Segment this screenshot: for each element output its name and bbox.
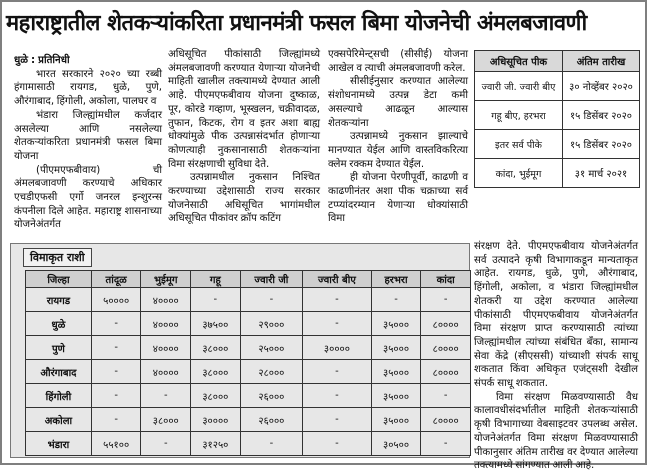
district-cell: रायगड [26,288,92,312]
article-column-3 [328,48,468,240]
amount-cell: ३८००० [191,336,241,360]
amount-cell: - [91,408,141,432]
amount-cell: - [240,432,302,456]
deadline-table [474,50,640,188]
amount-cell: ८०००० [421,360,471,384]
crop-cell: इतर सर्व पीके [475,130,563,159]
headline: महाराष्ट्रातील शेतकऱ्यांकरिता प्रधानमंत्री फसल बिमा योजनेची अंमलबजावणी [6,10,587,36]
amount-cell: ३५००० [371,384,421,408]
amount-cell: २९००० [240,312,302,336]
date-cell: १५ डिसेंबर २०२० [562,130,639,159]
insured-amount-table [25,270,471,456]
article-column-1 [14,54,162,240]
district-cell: धुळे [26,312,92,336]
deadline-row [475,72,640,101]
crop-cell: ज्वारी जी. ज्वारी बीए [475,72,563,101]
amount-cell: ३०००० [191,408,241,432]
amount-cell: ३५००० [371,408,421,432]
crop-cell: कांदा, भुईमूग [475,159,563,188]
crop-cell: गहू बीए, हरभरा [475,101,563,130]
box-title: विमाकृत राशी [23,248,92,267]
amount-cell: ४०००० [141,288,191,312]
amount-cell: ३०००० [303,336,372,360]
amount-cell: ४०००० [141,336,191,360]
paragraph: भंडारा जिल्ह्यांमधील कर्जदार असलेल्या आणि नसलेल्या शेतकऱ्यांकरिता प्रधानमंत्री फसल बिमा योजना [14,109,162,162]
deadline-header: अधिसूचित पीक [475,51,563,72]
amount-cell: २६००० [240,384,302,408]
table-header-row [26,271,471,288]
table-row [26,288,471,312]
deadline-row [475,130,640,159]
column-header: तांदूळ [91,271,141,288]
amount-cell: ३५००० [371,336,421,360]
amount-cell: - [371,288,421,312]
dateline: धुळे : प्रतिनिधी [14,55,70,66]
table-row [26,384,471,408]
table-row [26,312,471,336]
table-row [26,360,471,384]
district-cell: हिंगोली [26,384,92,408]
amount-cell: - [91,336,141,360]
amount-cell: - [421,288,471,312]
amount-cell: - [240,288,302,312]
column-header: जिल्हा [26,271,92,288]
amount-cell: - [91,312,141,336]
amount-cell: २६००० [240,408,302,432]
column-header: गहू [191,271,241,288]
amount-cell: ३०५०० [371,432,421,456]
paragraph: ही योजना पेरणीपूर्वी, काढणी व काढणीनंतर अशा पीक चक्राच्या सर्व टप्प्यांदरम्यान येणाऱ्या धोक्यांसाठी विमा [328,172,468,225]
amount-cell: - [421,384,471,408]
article-column-2 [168,48,320,240]
amount-cell: ४०००० [141,312,191,336]
amount-cell: - [303,312,372,336]
table-row [26,408,471,432]
paragraph: भारत सरकारने २०२० च्या रब्बी हंगामासाठी रायगड, धुळे, पुणे, औरंगाबाद, हिंगोली, अकोला, पालघर व [14,68,162,108]
deadline-header: अंतिम तारीख [562,51,639,72]
column-header: भुईमूग [141,271,191,288]
date-cell: ३० नोव्हेंबर २०२० [562,72,639,101]
amount-cell: ३५००० [371,312,421,336]
paragraph: विमा संरक्षण मिळवण्यासाठी वैध कालावधीसंदर्भातील माहिती शेतकऱ्यांसाठी कृषी विभागाच्या वेबसाइटवर उपलब्ध असेल. योजनेअंतर्गत विमा संरक्षण मिळवण्यासाठी पीकानुसार अंतिम तारीख वर देण्यात आलेल्या तक्त्यामध्ये सांगण्यात आली आहे. [474,391,638,472]
amount-cell: - [303,408,372,432]
paragraph: उत्पन्नामध्ये नुकसान झाल्याचे मानण्यात येईल आणि वास्तविकरित्या क्लेम रक्कम देण्यात येईल. [328,131,468,170]
amount-cell: ३८००० [191,360,241,384]
district-cell: अकोला [26,408,92,432]
column-header: हरभरा [371,271,421,288]
amount-cell: ३५००० [371,360,421,384]
column-header: ज्वारी जी [240,271,302,288]
paragraph: उत्पन्नामधील नुकसान निश्चित करण्याच्या उद्देशासाठी राज्य सरकार योजनेसाठी अधिसूचित भागांमधील अधिसूचित पीकांवर क्रॉप कटिंग [168,172,320,225]
insured-amount-box [10,243,470,458]
paragraph: (पीएमएफबीवाय) ची अंमलबजावणी करण्याचे अधिकार एचडीएफसी एर्गो जनरल इन्शुरन्स कंपनीला दिले आहेत. महाराष्ट्र शासनाच्या योजनेअंतर्गत [14,164,162,231]
district-cell: औरंगाबाद [26,360,92,384]
table-row [26,432,471,456]
amount-cell: - [91,384,141,408]
article-column-5 [474,240,638,472]
paragraph: संरक्षण देते. पीएमएफबीवाय योजनेअंतर्गत सर्व उत्पादने कृषी विभागाकडून मान्यताकृत आहेत. रायगड, धुळे, पुणे, औरंगाबाद, हिंगोली, अकोला, व भंडारा जिल्ह्यांमधील शेतकरी या उद्देश करण्यात आलेल्या पीकांसाठी पीएमएफबीवाय योजनेअंतर्गत विमा संरक्षण प्राप्त करण्यासाठी त्यांच्या जिल्ह्यांमधील त्यांच्या संबंधित बँका, सामान्य सेवा केंद्रे (सीएससी) यांच्याशी संपर्क साधू शकतात किंवा अधिकृत एजंट्सशी देखील संपर्क साधू शकतात. [474,241,638,390]
amount-cell: - [303,432,372,456]
amount-cell: ३८००० [141,408,191,432]
district-cell: भंडारा [26,432,92,456]
date-cell: १५ डिसेंबर २०२० [562,101,639,130]
paragraph: अधिसूचित पीकांसाठी जिल्ह्यांमध्ये अंमलबजावणी करण्यात येणाऱ्या योजनेची माहिती खालील तक्त्यामध्ये देण्यात आली आहे. पीएमएफबीवाय योजना दुष्काळ, पूर, कोरडे गव्हाण, भूस्खलन, चक्रीवादळ, तुफान, किटक, रोग व इतर अशा बाह्य धोक्यांमुळे पीक उत्पन्नासंदर्भात होणाऱ्या कोणत्याही नुकसानासाठी शेतकऱ्यांना विमा संरक्षणाची सुविधा देते. [168,49,320,170]
amount-cell: ३१२५० [191,432,241,456]
deadline-row [475,159,640,188]
amount-cell: - [303,384,372,408]
amount-cell: ४०००० [141,360,191,384]
amount-cell: ५०००० [91,288,141,312]
paragraph: सीसीईनुसार करण्यात आलेल्या संशोधनामध्ये उत्पन्न डेटा कमी असल्याचे आढळून आल्यास शेतकऱ्यांना [328,76,468,129]
amount-cell: ३७५०० [191,312,241,336]
amount-cell: ५५१०० [91,432,141,456]
table-row [26,336,471,360]
amount-cell: - [141,432,191,456]
paragraph: एक्सपेरिमेन्ट्सची (सीसीई) योजना आखेल व त्याची अंमलबजावणी करेल. [328,49,468,74]
deadline-row [475,101,640,130]
amount-cell: - [141,384,191,408]
amount-cell: - [421,432,471,456]
amount-cell: - [303,288,372,312]
amount-cell: - [303,360,372,384]
amount-cell: - [91,360,141,384]
amount-cell: २५००० [240,336,302,360]
amount-cell: २८००० [240,360,302,384]
column-header: कांदा [421,271,471,288]
amount-cell: ८०००० [421,408,471,432]
district-cell: पुणे [26,336,92,360]
date-cell: ३१ मार्च २०२१ [562,159,639,188]
amount-cell: ८०००० [421,312,471,336]
amount-cell: - [191,288,241,312]
amount-cell: ३८००० [191,384,241,408]
amount-cell: ८०००० [421,336,471,360]
column-header: ज्वारी बीए [303,271,372,288]
